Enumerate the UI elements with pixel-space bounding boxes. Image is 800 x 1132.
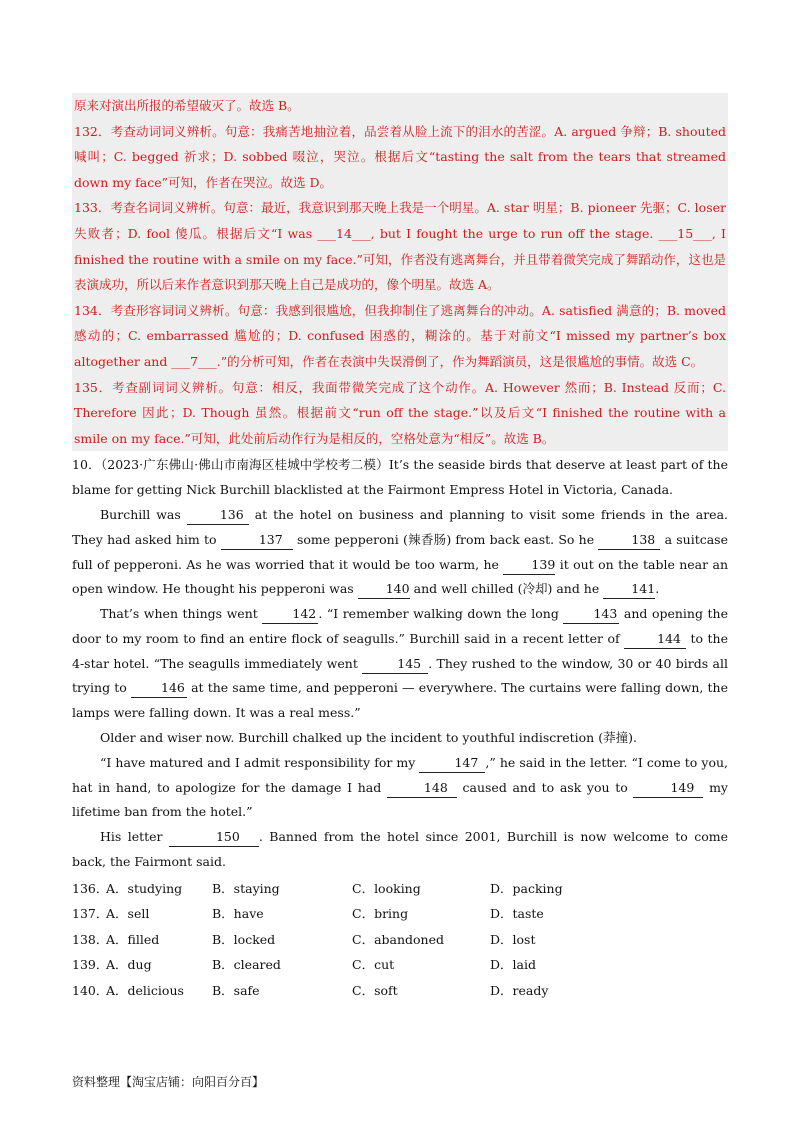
blank-148: 148 [387, 779, 457, 798]
option-c[interactable]: C．looking [352, 880, 421, 896]
page-footer: 资料整理【淘宝店铺：向阳百分百】 [72, 1075, 265, 1089]
option-b[interactable]: B．cleared [212, 957, 281, 973]
passage-paragraph: That’s when things went 142 . “I remember walking down the long 143 and opening the door to my room to find an entire flock of seagulls.” Burchill said in a recent letter of 144 to the 4-star hotel. “The seagulls immediately went 145 . They rushed to the window, 30 or 40 birds all trying to 146 at the same time, and pepperoni — everywhere. The curtains were falling down, the lamps were falling down. It was a real mess.” [72, 606, 729, 721]
question-140: 140． A．delicious B．safe C．soft D．ready [72, 983, 549, 999]
answer-line: 原来对演出所报的希望破灭了。故选 B。 [74, 98, 300, 113]
question-138: 138． A．filled B．locked C．abandoned D．lost [72, 931, 536, 947]
option-d[interactable]: D．ready [490, 983, 549, 999]
blank-145: 145 [362, 655, 428, 674]
option-c[interactable]: C．soft [352, 983, 398, 999]
option-a[interactable]: A．studying [106, 880, 183, 896]
document-page [72, 93, 728, 1003]
passage-paragraph: “I have matured and I admit responsibility for my 147 ,” he said in the letter. “I come to you, hat in hand, to apologize for the damage I had 148 caused and to ask you to 149 my lifetime ban from the hotel.” [72, 754, 728, 820]
blank-149: 149 [633, 779, 703, 798]
blank-138: 138 [598, 531, 660, 550]
blank-146: 146 [131, 679, 187, 698]
passage-intro: 10．（2023·广东佛山·佛山市南海区桂城中学校考二模）It’s the seaside birds that deserve at least part of the blame for getting Nick Burchill blacklisted at the Fairmont Empress Hotel in Victoria, Canada. [72, 457, 728, 498]
option-b[interactable]: B．staying [212, 880, 280, 896]
option-a[interactable]: A．filled [106, 931, 160, 947]
passage-paragraph: His letter 150 . Banned from the hotel since 2001, Burchill is now welcome to come back, the Fairmont said. [72, 829, 728, 870]
answer-134: 134．考查形容词词义辨析。句意：我感到很尴尬，但我抑制住了逃离舞台的冲动。A. satisfied 满意的；B. moved 感动的；C. embarrassed 尴尬的；D. confused 困惑的，糊涂的。基于对前文“I missed my partner’s box altogether and ___7___.”的分析可知，作者在表演中失误滑倒了，作为舞蹈演员，这是很尴尬的事情。故选 C。 [74, 302, 726, 369]
option-a[interactable]: A．delicious [106, 983, 184, 999]
option-a[interactable]: A．sell [106, 906, 150, 922]
blank-141: 141 [603, 580, 655, 599]
option-b[interactable]: B．have [212, 906, 264, 922]
answer-132: 132．考查动词词义辨析。句意：我痛苦地抽泣着，品尝着从脸上流下的泪水的苦涩。A. argued 争辩；B. shouted 喊叫；C. begged 祈求；D. sobbed 啜泣，哭泣。根据后文“tasting the salt from the tears that streamed down my face”可知，作者在哭泣。故选 D。 [74, 123, 726, 190]
question-139: 139． A．dug B．cleared C．cut D．laid [72, 957, 536, 973]
answer-135: 135．考查副词词义辨析。句意：相反，我面带微笑完成了这个动作。A. However 然而；B. Instead 反而；C. Therefore 因此；D. Though 虽然。根据前文“run off the stage.”以及后文“I finished the routine with a smile on my face.”可知，此处前后动作行为是相反的，空格处意为“相反”。故选 B。 [74, 379, 726, 446]
option-d[interactable]: D．lost [490, 931, 536, 947]
option-d[interactable]: D．taste [490, 906, 544, 922]
option-a[interactable]: A．dug [106, 957, 152, 973]
blank-137: 137 [221, 531, 293, 550]
cloze-passage [72, 453, 728, 875]
question-136: 136． A．studying B．staying C．looking D．packing [72, 880, 563, 896]
blank-144: 144 [624, 630, 686, 649]
option-c[interactable]: C．abandoned [352, 931, 444, 947]
option-c[interactable]: C．bring [352, 906, 409, 922]
passage-paragraph: Burchill was 136 at the hotel on business and planning to visit some friends in the area. They had asked him to 137 some pepperoni (辣香肠) from back east. So he 138 a suitcase full of pepperoni. As he was worried that it would be too warm, he 139 it out on the table near an open window. He thought his pepperoni was 140 and well chilled (冷却) and he 141. [72, 503, 728, 602]
blank-143: 143 [563, 605, 619, 624]
answer-explanations [72, 93, 728, 451]
blank-150: 150 [169, 828, 259, 847]
option-c[interactable]: C．cut [352, 957, 395, 973]
question-options [72, 875, 728, 1003]
blank-139: 139 [503, 556, 555, 575]
blank-140: 140 [358, 580, 410, 599]
option-d[interactable]: D．laid [490, 957, 536, 973]
answer-133: 133．考查名词词义辨析。句意：最近，我意识到那天晚上我是一个明星。A. star 明星；B. pioneer 先驱；C. loser 失败者；D. fool 傻瓜。根据后文“I was ___14___, but I fought the urge to run off the stage. ___15___, I finished the routine with a smile on my face.”可知，作者没有逃离舞台，并且带着微笑完成了舞蹈动作，这也是表演成功，所以后来作者意识到那天晚上自己是成功的，像个明星。故选 A。 [74, 200, 726, 293]
option-d[interactable]: D．packing [490, 880, 563, 896]
option-b[interactable]: B．safe [212, 983, 260, 999]
passage-paragraph: Older and wiser now. Burchill chalked up the incident to youthful indiscretion (莽撞). [100, 730, 637, 746]
blank-142: 142 [262, 605, 318, 624]
blank-147: 147 [419, 754, 485, 773]
option-b[interactable]: B．locked [212, 931, 276, 947]
blank-136: 136 [187, 506, 249, 525]
question-137: 137． A．sell B．have C．bring D．taste [72, 906, 544, 922]
